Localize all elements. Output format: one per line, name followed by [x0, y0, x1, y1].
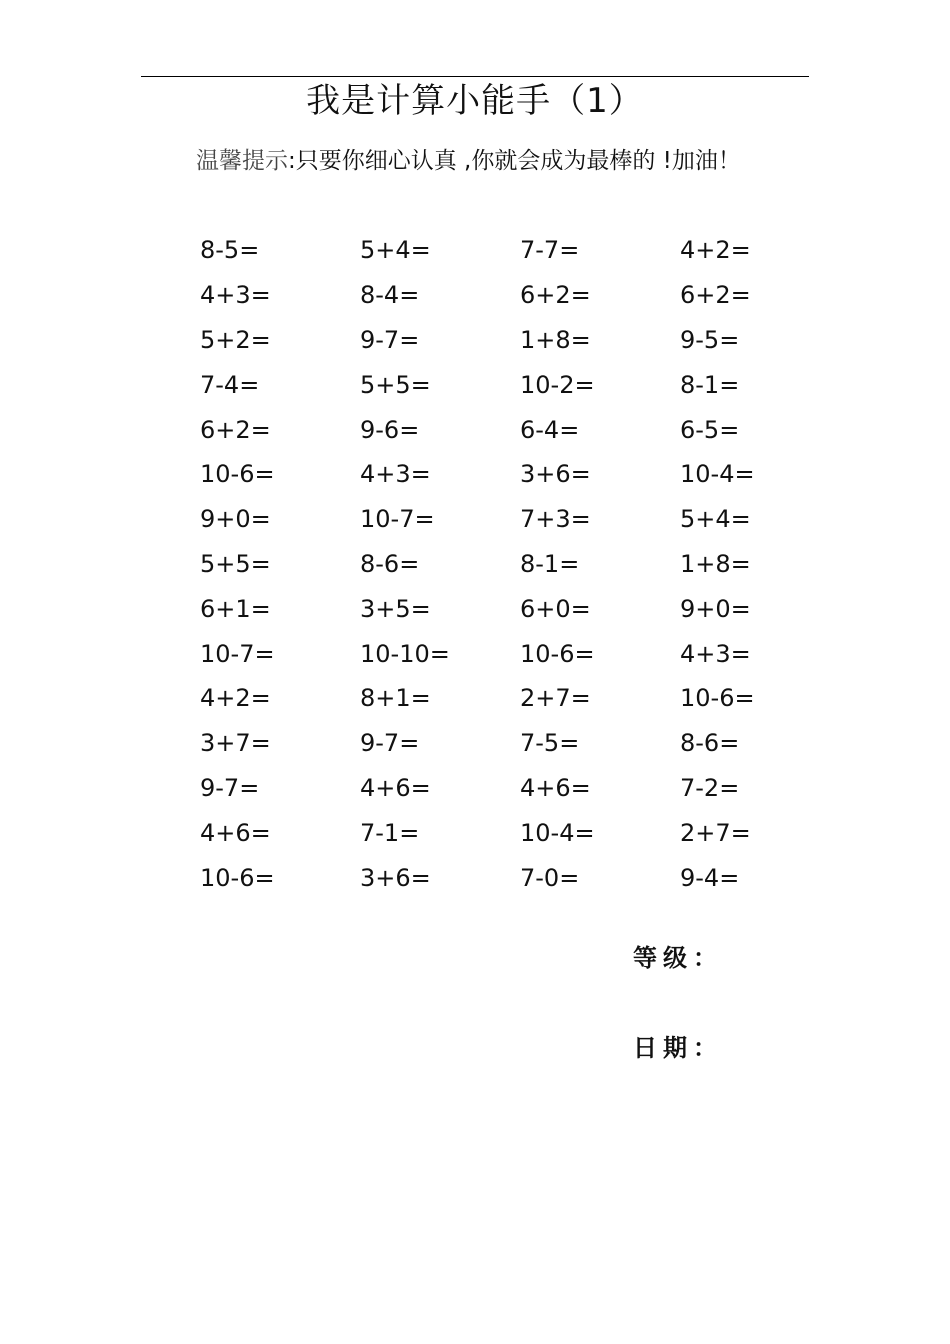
problem-item: 7-5= — [520, 729, 580, 758]
problem-item: 8-6= — [360, 549, 420, 578]
problem-item: 6+0= — [520, 594, 591, 623]
problem-item: 9-7= — [200, 773, 260, 802]
tip-line — [196, 144, 741, 178]
top-rule — [141, 76, 809, 77]
problem-row — [200, 855, 840, 900]
problem-item: 10-6= — [200, 460, 275, 489]
problem-row — [200, 810, 840, 855]
problem-row — [200, 586, 840, 631]
problem-item: 10-4= — [520, 818, 595, 847]
problem-item: 2+7= — [520, 684, 591, 713]
problem-item: 4+3= — [200, 281, 271, 310]
problem-row — [200, 542, 840, 587]
problem-grid — [200, 228, 840, 900]
problem-row — [200, 497, 840, 542]
problem-item: 1+8= — [520, 325, 591, 354]
problem-item: 4+2= — [680, 236, 751, 265]
problem-item: 6+2= — [200, 415, 271, 444]
problem-item: 8+1= — [360, 684, 431, 713]
problem-item: 7-0= — [520, 863, 580, 892]
problem-item: 5+2= — [200, 325, 271, 354]
problem-item: 4+6= — [520, 773, 591, 802]
problem-row — [200, 228, 840, 273]
problem-item: 4+3= — [680, 639, 751, 668]
problem-item: 6+2= — [680, 281, 751, 310]
problem-row — [200, 318, 840, 363]
problem-item: 3+6= — [360, 863, 431, 892]
date-label: 日期： — [633, 1033, 723, 1062]
problem-item: 9-7= — [360, 729, 420, 758]
problem-row — [200, 631, 840, 676]
problem-item: 7-7= — [520, 236, 580, 265]
problem-item: 7-4= — [200, 370, 260, 399]
problem-item: 4+2= — [200, 684, 271, 713]
problem-item: 10-7= — [360, 505, 435, 534]
problem-item: 9+0= — [680, 594, 751, 623]
problem-item: 10-7= — [200, 639, 275, 668]
problem-item: 8-1= — [520, 549, 580, 578]
problem-item: 10-10= — [360, 639, 450, 668]
problem-item: 8-4= — [360, 281, 420, 310]
problem-item: 10-4= — [680, 460, 755, 489]
problem-item: 8-5= — [200, 236, 260, 265]
problem-item: 7+3= — [520, 505, 591, 534]
problem-row — [200, 362, 840, 407]
problem-row — [200, 407, 840, 452]
problem-item: 4+6= — [200, 818, 271, 847]
problem-item: 6+2= — [520, 281, 591, 310]
worksheet-title: 我是计算小能手（1） — [306, 81, 644, 121]
problem-item: 5+5= — [360, 370, 431, 399]
problem-row — [200, 766, 840, 811]
problem-item: 9+0= — [200, 505, 271, 534]
problem-item: 4+3= — [360, 460, 431, 489]
problem-item: 6+1= — [200, 594, 271, 623]
problem-row — [200, 721, 840, 766]
problem-item: 9-6= — [360, 415, 420, 444]
problem-item: 5+5= — [200, 549, 271, 578]
tip-text: :只要你细心认真 ,你就会成为最棒的 !加油！ — [288, 148, 741, 174]
grade-label: 等级： — [633, 943, 723, 972]
problem-item: 7-1= — [360, 818, 420, 847]
problem-row — [200, 452, 840, 497]
problem-item: 7-2= — [680, 773, 740, 802]
problem-item: 1+8= — [680, 549, 751, 578]
problem-item: 10-2= — [520, 370, 595, 399]
problem-item: 10-6= — [520, 639, 595, 668]
problem-item: 9-4= — [680, 863, 740, 892]
problem-item: 6-4= — [520, 415, 580, 444]
problem-item: 6-5= — [680, 415, 740, 444]
problem-item: 9-7= — [360, 325, 420, 354]
problem-item: 3+5= — [360, 594, 431, 623]
problem-item: 2+7= — [680, 818, 751, 847]
problem-item: 8-6= — [680, 729, 740, 758]
problem-item: 3+7= — [200, 729, 271, 758]
problem-item: 10-6= — [680, 684, 755, 713]
tip-label: 温馨提示 — [196, 148, 288, 174]
problem-item: 5+4= — [680, 505, 751, 534]
problem-item: 3+6= — [520, 460, 591, 489]
problem-row — [200, 676, 840, 721]
problem-item: 4+6= — [360, 773, 431, 802]
problem-item: 8-1= — [680, 370, 740, 399]
problem-item: 9-5= — [680, 325, 740, 354]
problem-item: 5+4= — [360, 236, 431, 265]
problem-item: 10-6= — [200, 863, 275, 892]
problem-row — [200, 273, 840, 318]
